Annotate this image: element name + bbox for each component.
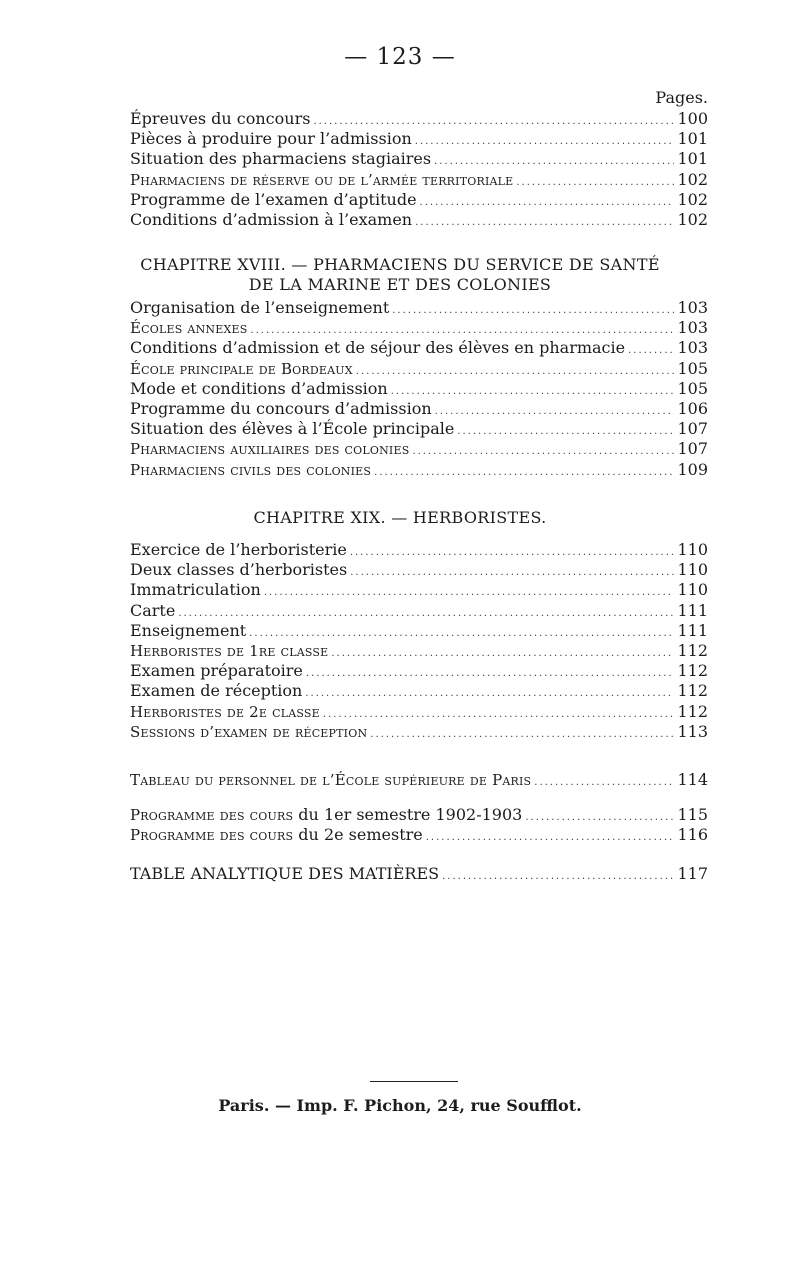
leader-dots: [249, 624, 674, 641]
toc-entry-title: Herboristes de 2e classe: [130, 702, 320, 721]
toc-entry-page: 103: [677, 298, 708, 317]
programme-detail: du 2e semestre: [293, 825, 423, 845]
leader-dots: [415, 132, 675, 149]
toc-entry-page: 116: [677, 825, 708, 845]
toc-entry-title: Herboristes de 1re classe: [130, 641, 329, 660]
toc-entry: [130, 419, 708, 439]
toc-entry: [130, 540, 708, 560]
toc-entry: [130, 460, 708, 480]
toc-entry: [130, 825, 708, 845]
toc-entry-title: Carte: [130, 600, 176, 620]
toc-entry-title: Sessions d’examen de réception: [130, 722, 368, 741]
toc-entry-page: 103: [677, 318, 708, 338]
leader-dots: [525, 808, 674, 825]
leader-dots: [264, 583, 675, 600]
toc-entry-title: Situation des pharmaciens stagiaires: [130, 149, 432, 169]
toc-entry: [130, 722, 708, 742]
toc-entry: [130, 399, 708, 419]
toc-entry-page: 100: [677, 109, 708, 128]
toc-entry-title: Conditions d’admission et de séjour des élèves en pharmacie: [130, 338, 626, 358]
toc-entry-page: 111: [677, 620, 708, 640]
toc-entry-page: 102: [677, 189, 708, 209]
leader-dots: [516, 173, 674, 190]
toc-entry-title: Conditions d’admission à l’examen: [130, 209, 413, 229]
toc-entry-page: 101: [677, 129, 708, 149]
toc-entry-title: École principale de Bordeaux: [130, 359, 353, 378]
toc-entry-page: 117: [677, 864, 708, 883]
leader-dots: [457, 422, 674, 439]
toc-entry: [130, 379, 708, 399]
toc-entry: [130, 439, 708, 459]
programme-lead: Programme des cours: [130, 806, 294, 824]
leader-dots: [356, 362, 675, 379]
leader-dots: [350, 563, 674, 580]
toc-entry-page: 112: [677, 701, 708, 721]
toc-table-analytique: [130, 864, 708, 884]
toc-entry-page: 110: [677, 560, 708, 580]
programme-lead: Programme des cours: [130, 826, 294, 845]
toc-entry: [130, 641, 708, 661]
toc-entry-page: 107: [677, 439, 708, 459]
toc-entry: [130, 770, 708, 790]
toc-entry: [130, 580, 708, 600]
toc-entry-title: Organisation de l’enseignement: [130, 298, 390, 317]
toc-entry: [130, 318, 708, 338]
leader-dots: [178, 604, 674, 621]
toc-entry: [130, 190, 708, 210]
toc-entry-page: 103: [677, 338, 708, 358]
toc-entry-title: Pharmaciens auxiliaires des colonies: [130, 440, 410, 459]
leader-dots: [370, 725, 674, 742]
toc-entry-page: 112: [677, 661, 708, 681]
leader-dots: [628, 341, 674, 358]
toc-entry: [130, 702, 708, 722]
toc-entry-title: Programme du concours d’admission: [130, 398, 432, 418]
toc-entry: [130, 864, 708, 884]
leader-dots: [374, 463, 674, 480]
toc-entry: [130, 359, 708, 379]
toc-section-marine: [130, 298, 708, 480]
programme-detail: du 1er semestre 1902-1903: [293, 805, 523, 824]
toc-entry-title: Situation des élèves à l’École principale: [130, 419, 455, 439]
toc-entry-title: Exercice de l’herboristerie: [130, 540, 347, 559]
toc-entry-title: [130, 805, 522, 825]
leader-dots: [415, 213, 674, 230]
toc-entry: [130, 805, 708, 825]
toc-entry-page: 102: [677, 209, 708, 229]
toc-entry-page: 114: [677, 770, 708, 789]
page-number: — 123 —: [344, 44, 456, 70]
toc-entry-page: 110: [677, 540, 708, 559]
toc-section-pharmaciens: [130, 109, 708, 230]
toc-entry: [130, 298, 708, 318]
toc-entry-page: 105: [677, 378, 708, 398]
chapter-heading-continued: DE LA MARINE ET DES COLONIES: [248, 275, 552, 294]
leader-dots: [426, 828, 675, 845]
toc-entry: [130, 109, 708, 129]
toc-entry: [130, 338, 708, 358]
toc-entry: [130, 210, 708, 230]
toc-entry-title: Mode et conditions d’admission: [130, 378, 388, 398]
leader-dots: [434, 152, 674, 169]
toc-entry: [130, 560, 708, 580]
toc-entry-page: 109: [677, 459, 708, 479]
toc-entry-page: 111: [677, 600, 708, 620]
leader-dots: [392, 301, 674, 318]
toc-entry: [130, 601, 708, 621]
toc-tableau: [130, 770, 708, 790]
toc-entry-title: Examen de réception: [130, 681, 303, 701]
leader-dots: [412, 442, 674, 459]
toc-entry-title: Immatriculation: [130, 580, 261, 600]
toc-entry-title: Programme de l’examen d’aptitude: [130, 189, 417, 209]
toc-entry: [130, 621, 708, 641]
toc-entry: [130, 149, 708, 169]
toc-entry-title: Pharmaciens civils des colonies: [130, 460, 372, 479]
toc-entry-title: Deux classes d’herboristes: [130, 560, 348, 580]
toc-entry-title: Écoles annexes: [130, 319, 248, 338]
toc-entry-title: Enseignement: [130, 620, 247, 640]
leader-dots: [534, 773, 674, 790]
leader-dots: [331, 644, 674, 661]
toc-entry-page: 102: [677, 169, 708, 189]
toc-programmes: [130, 805, 708, 845]
toc-entry-page: 110: [677, 580, 708, 600]
leader-dots: [323, 705, 675, 722]
toc-entry-title: Examen préparatoire: [130, 661, 303, 681]
leader-dots: [350, 543, 675, 560]
leader-dots: [420, 193, 675, 210]
toc-entry-page: 105: [677, 358, 708, 378]
chapter-heading: CHAPITRE XIX. — HERBORISTES.: [253, 508, 547, 527]
pages-column-label: Pages.: [655, 88, 708, 107]
toc-entry: [130, 681, 708, 701]
toc-entry-title: TABLE ANALYTIQUE DES MATIÈRES: [130, 864, 440, 883]
toc-entry-page: 113: [677, 721, 708, 741]
leader-dots: [435, 402, 675, 419]
toc-entry: [130, 170, 708, 190]
leader-dots: [250, 321, 674, 338]
leader-dots: [306, 664, 675, 681]
divider-rule: [370, 1081, 458, 1082]
toc-entry-title: Tableau du personnel de l’École supérieure de Paris: [130, 771, 532, 789]
toc-entry-title: Pièces à produire pour l’admission: [130, 129, 412, 149]
toc-entry-page: 107: [677, 419, 708, 439]
toc-entry: [130, 661, 708, 681]
leader-dots: [391, 382, 675, 399]
chapter-heading: CHAPITRE XVIII. — PHARMACIENS DU SERVICE DE SANTÉ: [140, 255, 660, 274]
toc-entry-title: Pharmaciens de réserve ou de l’armée territoriale: [130, 170, 514, 189]
leader-dots: [305, 684, 674, 701]
toc-entry-page: 112: [677, 640, 708, 660]
leader-dots: [313, 112, 674, 129]
toc-entry-page: 101: [677, 149, 708, 169]
toc-entry-page: 115: [677, 805, 708, 824]
toc-entry-title: [130, 825, 423, 845]
toc-entry-title: Épreuves du concours: [130, 109, 311, 128]
toc-entry-page: 106: [677, 398, 708, 418]
toc-entry-page: 112: [677, 681, 708, 701]
toc-entry: [130, 129, 708, 149]
toc-section-herboristes: [130, 540, 708, 742]
leader-dots: [442, 867, 674, 884]
printer-imprint: Paris. — Imp. F. Pichon, 24, rue Soufflot.: [218, 1096, 582, 1115]
